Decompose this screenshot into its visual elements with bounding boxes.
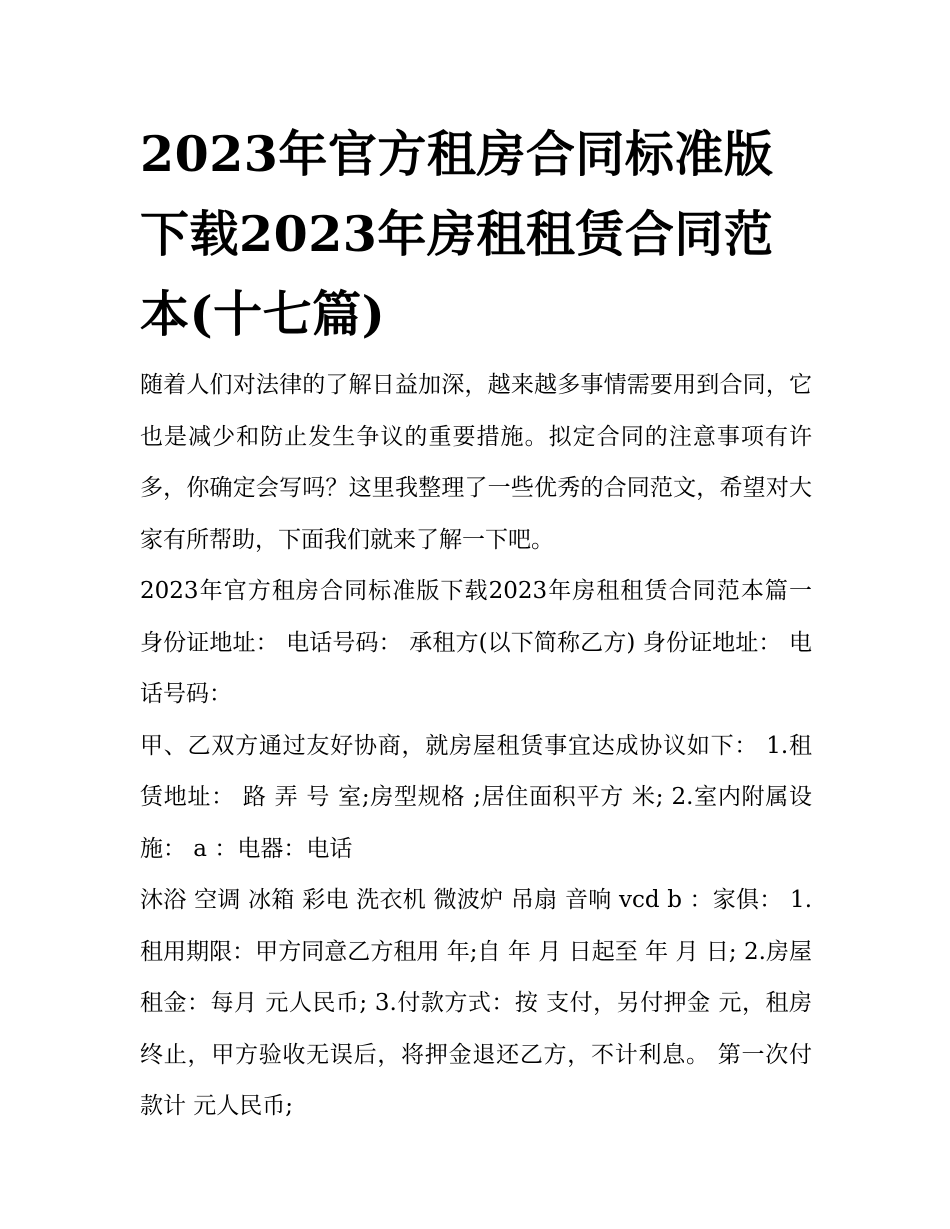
paragraph-contract-header: 2023年官方租房合同标准版下载2023年房租租赁合同范本篇一 身份证地址： 电话号码： 承租方(以下简称乙方) 身份证地址： 电话号码： [140, 578, 812, 707]
document-page [140, 114, 812, 1133]
document-title: 2023年官方租房合同标准版下载2023年房租租赁合同范本(十七篇) [140, 125, 774, 343]
document-body [140, 360, 812, 1133]
paragraph-agreement-terms: 甲、乙双方通过友好协商，就房屋租赁事宜达成协议如下： 1.租赁地址： 路 弄 号 室;房型规格 ;居住面积平方 米; 2.室内附属设施： a ：电器：电话 [140, 732, 812, 862]
paragraph-intro: 随着人们对法律的了解日益加深，越来越多事情需要用到合同，它也是减少和防止发生争议的重要措施。拟定合同的注意事项有许多，你确定会写吗？这里我整理了一些优秀的合同范文，希望对大家有所帮助，下面我们就来了解一下吧。 [140, 372, 812, 553]
paragraph-furnishings-and-payment: 沐浴 空调 冰箱 彩电 洗衣机 微波炉 吊扇 音响 vcd b ：家俱： 1.租用期限：甲方同意乙方租用 年;自 年 月 日起至 年 月 日; 2.房屋租金：每月 元人民币; 3.付款方式：按 支付，另付押金 元，租房终止，甲方验收无误后，将押金退还乙方，不计利息。 第一次付款计 元人民币; [140, 887, 812, 1119]
